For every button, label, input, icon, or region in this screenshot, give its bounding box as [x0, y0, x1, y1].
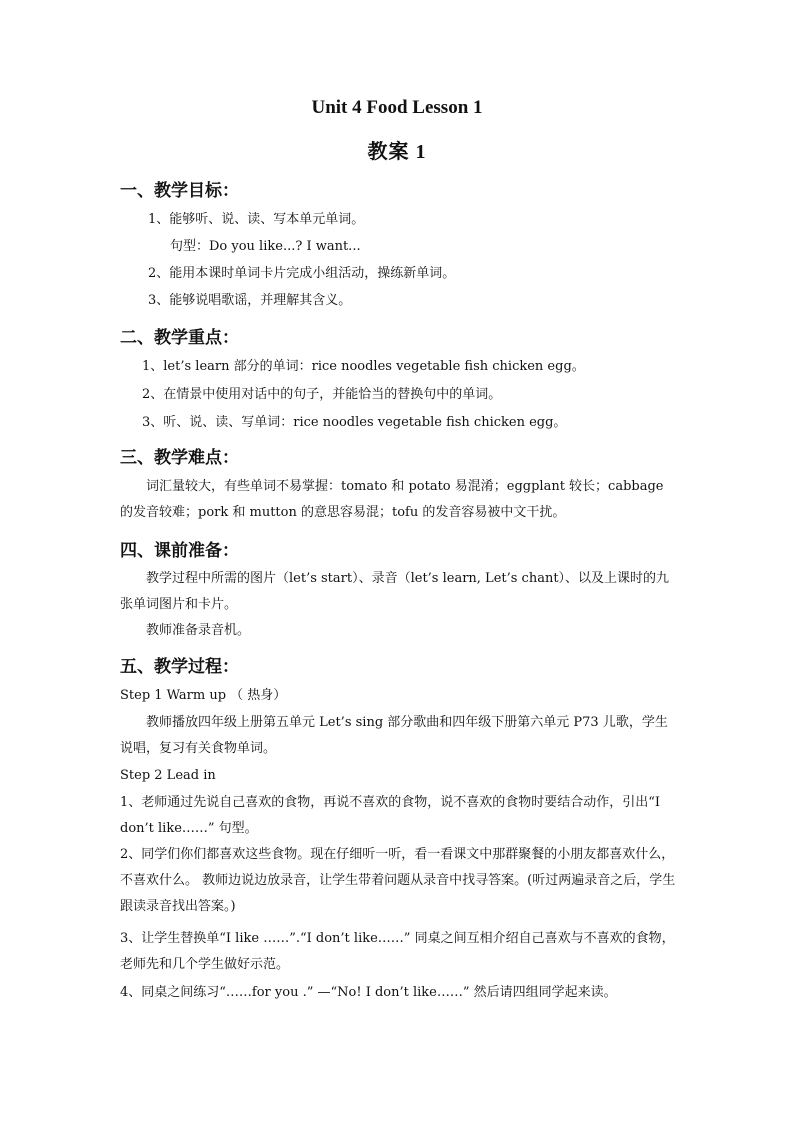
step-1-paragraph: 教师播放四年级上册第五单元 Let’s sing 部分歌曲和四年级下册第六单元 P73 儿歌，学生说唱，复习有关食物单词。: [120, 715, 668, 756]
document-title: Unit 4 Food Lesson 1: [311, 97, 483, 118]
objective-item: 3、能够说唱歌谣，并理解其含义。: [148, 293, 352, 308]
key-point-item: 1、let’s learn 部分的单词：rice noodles vegetable fish chicken egg。: [142, 359, 585, 374]
key-point-item: 2、在情景中使用对话中的句子，并能恰当的替换句中的单词。: [142, 387, 502, 402]
step-2-item: 1、老师通过先说自己喜欢的食物，再说不喜欢的食物，说不喜欢的食物时要结合动作，引出“I don’t like……” 句型。: [120, 795, 661, 836]
difficulties-paragraph: 词汇量较大，有些单词不易掌握：tomato 和 potato 易混淆；eggplant 较长；cabbage 的发音较难；pork 和 mutton 的意思容易混；tofu 的发音容易被中文干扰。: [120, 479, 664, 520]
key-point-item: 3、听、说、读、写单词：rice noodles vegetable fish chicken egg。: [142, 415, 567, 430]
section-heading-objectives: 一、教学目标：: [120, 181, 239, 201]
objective-item: 2、能用本课时单词卡片完成小组活动，操练新单词。: [148, 266, 456, 281]
preparation-note: 教师准备录音机。: [146, 623, 251, 638]
section-heading-difficulties: 三、教学难点：: [120, 448, 239, 468]
section-heading-procedure: 五、教学过程：: [120, 657, 239, 677]
document-subtitle: 教案 1: [367, 141, 427, 163]
preparation-paragraph: 教学过程中所需的图片（let’s start）、录音（let’s learn, Let’s chant）、以及上课时的九张单词图片和卡片。: [120, 571, 670, 612]
step-1-heading: Step 1 Warm up （ 热身）: [120, 688, 287, 703]
objective-item: 1、能够听、说、读、写本单元单词。: [148, 212, 365, 227]
objective-sentence-pattern: 句型：Do you like...? I want...: [170, 239, 361, 254]
section-heading-preparation: 四、课前准备：: [120, 541, 239, 561]
step-2-item: 2、同学们你们都喜欢这些食物。现在仔细听一听，看一看课文中那群聚餐的小朋友都喜欢什么，不喜欢什么。 教师边说边放录音，让学生带着问题从录音中找寻答案。(听过两遍录音之后，学生跟读录音找出答案。): [120, 847, 676, 914]
step-2-item: 3、让学生替换单“I like ……”.“I don’t like……” 同桌之间互相介绍自己喜欢与不喜欢的食物，老师先和几个学生做好示范。: [120, 931, 675, 972]
step-2-heading: Step 2 Lead in: [120, 768, 216, 783]
step-2-item: 4、同桌之间练习“……for you .” —“No! I don’t like……” 然后请四组同学起来读。: [120, 985, 617, 1000]
section-heading-key-points: 二、教学重点：: [120, 328, 239, 348]
